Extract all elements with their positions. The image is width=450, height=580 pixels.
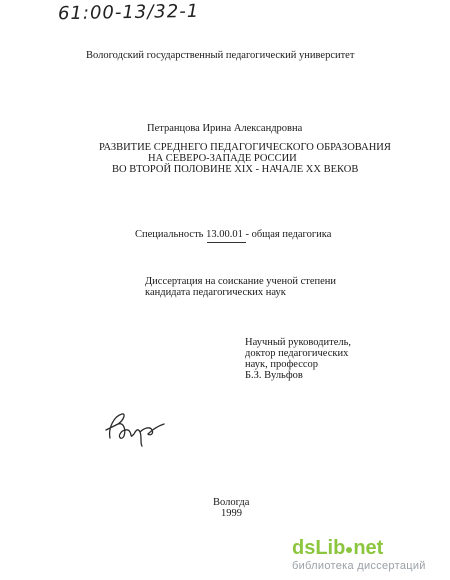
title-line-3: ВО ВТОРОЙ ПОЛОВИНЕ XIX - НАЧАЛЕ XX ВЕКОВ [112,164,359,175]
catalog-number: 61:00-13/32-1 [57,0,200,25]
advisor-line-3: наук, профессор [245,359,319,370]
degree-line-1: Диссертация на соискание ученой степени [145,276,337,287]
year: 1999 [221,508,242,519]
dot-icon [346,547,352,553]
dslib-watermark[interactable] [292,537,442,572]
specialty-underline [207,242,246,243]
logo-text-right: net [353,537,384,559]
watermark-caption: библиотека диссертаций [292,560,426,572]
author-name: Петранцова Ирина Александровна [147,123,303,134]
advisor-line-4: Б.З. Вульфов [245,370,303,381]
title-line-1: РАЗВИТИЕ СРЕДНЕГО ПЕДАГОГИЧЕСКОГО ОБРАЗОВАНИЯ [99,142,391,153]
specialty: Специальность 13.00.01 - общая педагогика [135,229,332,240]
logo-text-left: dsLib [292,537,346,559]
university-name: Вологодский государственный педагогический университет [86,50,355,61]
dslib-logo [292,537,442,559]
city: Вологда [213,497,250,508]
advisor-line-1: Научный руководитель, [245,337,352,348]
handwritten-signature [100,408,170,448]
title-line-2: НА СЕВЕРО-ЗАПАДЕ РОССИИ [148,153,297,164]
degree-line-2: кандидата педагогических наук [145,287,286,298]
advisor-line-2: доктор педагогических [245,348,349,359]
